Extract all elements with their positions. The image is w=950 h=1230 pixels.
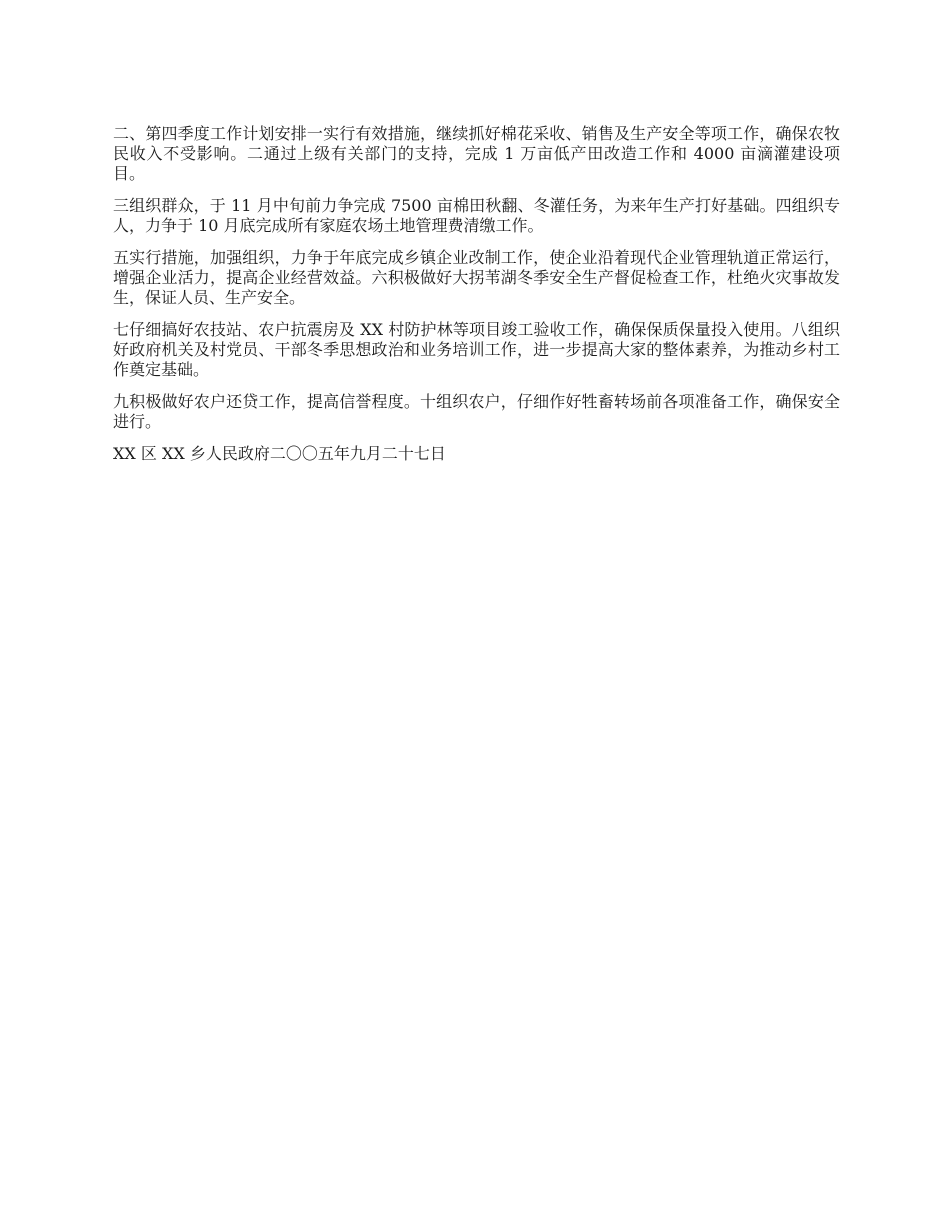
paragraph-organize-masses: 三组织群众，于 11 月中旬前力争完成 7500 亩棉田秋翻、冬灌任务，为来年生产打好基础。四组织专人，力争于 10 月底完成所有家庭农场土地管理费清缴工作。: [113, 196, 840, 235]
paragraph-enterprise-reform: 五实行措施，加强组织，力争于年底完成乡镇企业改制工作，使企业沿着现代企业管理轨道正常运行，增强企业活力，提高企业经营效益。六积极做好大拐苇湖冬季安全生产督促检查工作，杜绝火灾事故发生，保证人员、生产安全。: [113, 248, 840, 307]
paragraph-loan-repayment: 九积极做好农户还贷工作，提高信誉程度。十组织农户，仔细作好牲畜转场前各项准备工作，确保安全进行。: [113, 392, 840, 431]
document-page: [113, 124, 840, 476]
paragraph-q4-plan: 二、第四季度工作计划安排一实行有效措施，继续抓好棉花采收、销售及生产安全等项工作，确保农牧民收入不受影响。二通过上级有关部门的支持，完成 1 万亩低产田改造工作和 4000 亩滴灌建设项目。: [113, 124, 840, 183]
paragraph-project-acceptance: 七仔细搞好农技站、农户抗震房及 XX 村防护林等项目竣工验收工作，确保保质保量投入使用。八组织好政府机关及村党员、干部冬季思想政治和业务培训工作，进一步提高大家的整体素养，为推动乡村工作奠定基础。: [113, 320, 840, 379]
signature-line: XX 区 XX 乡人民政府二〇〇五年九月二十七日: [113, 444, 446, 463]
